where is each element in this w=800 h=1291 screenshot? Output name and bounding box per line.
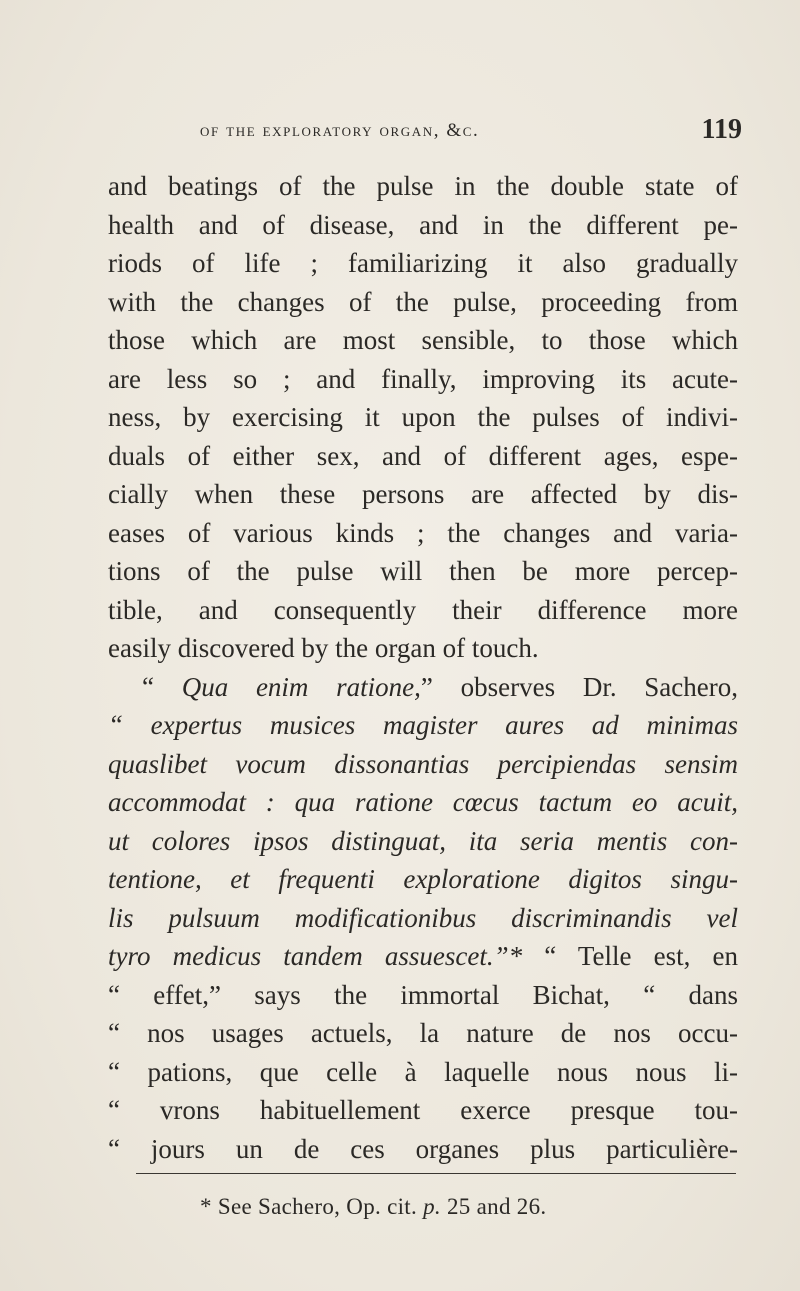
text-line: tible, and consequently their difference more (108, 594, 738, 625)
latin-quote-line: ut colores ipsos distinguat, ita seria mentis con- (108, 825, 738, 856)
text-line: tions of the pulse will then be more percep- (108, 556, 738, 586)
footnote-divider (136, 1173, 736, 1174)
text-line: those which are most sensible, to those which (108, 325, 738, 355)
latin-quote-line: lis pulsuum modificationibus discriminandis vel (108, 902, 738, 933)
french-quote-line: “ nos usages actuels, la nature de nos occu- (108, 1018, 738, 1048)
text-line: eases of various kinds ; the changes and varia- (108, 517, 738, 548)
french-quote-start: “ Telle est, en (522, 941, 738, 971)
mixed-quote-line (108, 937, 738, 976)
footnote-suffix: 25 and 26. (440, 1194, 547, 1219)
text-line: cially when these persons are affected by dis- (108, 479, 738, 509)
footnote (200, 1194, 546, 1220)
latin-phrase: Qua enim ratione, (181, 671, 421, 702)
french-quote-line: “ jours un de ces organes plus particulière- (108, 1133, 738, 1164)
attribution-text: ” observes Dr. Sachero, (420, 671, 739, 702)
page-header (200, 116, 742, 146)
french-quote-line: “ pations, que celle à laquelle nous nous li- (108, 1056, 738, 1087)
latin-quote-line: “ expertus musices magister aures ad minimas (108, 710, 738, 740)
footnote-page-abbrev: p. (423, 1194, 441, 1219)
text-line: are less so ; and finally, improving its acute- (108, 363, 738, 394)
text-line: ness, by exercising it upon the pulses of indivi- (108, 402, 738, 432)
footnote-prefix: * See Sachero, Op. cit. (200, 1194, 424, 1219)
quote-intro-line (108, 668, 738, 707)
french-quote-line: “ effet,” says the immortal Bichat, “ dans (108, 979, 738, 1010)
text-line: duals of either sex, and of different ages, espe- (108, 440, 738, 471)
latin-quote-line: quaslibet vocum dissonantias percipiendas sensim (108, 748, 738, 779)
latin-quote-end: tyro medicus tandem assuescet.”* (108, 941, 523, 971)
running-head: of the exploratory organ, &c. (200, 120, 480, 141)
text-line: riods of life ; familiarizing it also gradually (108, 248, 738, 278)
page-number: 119 (701, 114, 742, 145)
body-text (108, 167, 738, 1168)
open-quote: “ (142, 671, 182, 702)
text-line: and beatings of the pulse in the double state of (108, 171, 738, 201)
latin-quote-line: tentione, et frequenti exploratione digitos singu- (108, 864, 738, 894)
latin-quote-line: accommodat : qua ratione cœcus tactum eo acuit, (108, 787, 738, 817)
text-line: easily discovered by the organ of touch. (108, 633, 539, 663)
text-line: health and of disease, and in the different pe- (108, 209, 738, 240)
text-line: with the changes of the pulse, proceeding from (108, 286, 738, 317)
french-quote-line: “ vrons habituellement exerce presque tou- (108, 1095, 738, 1125)
